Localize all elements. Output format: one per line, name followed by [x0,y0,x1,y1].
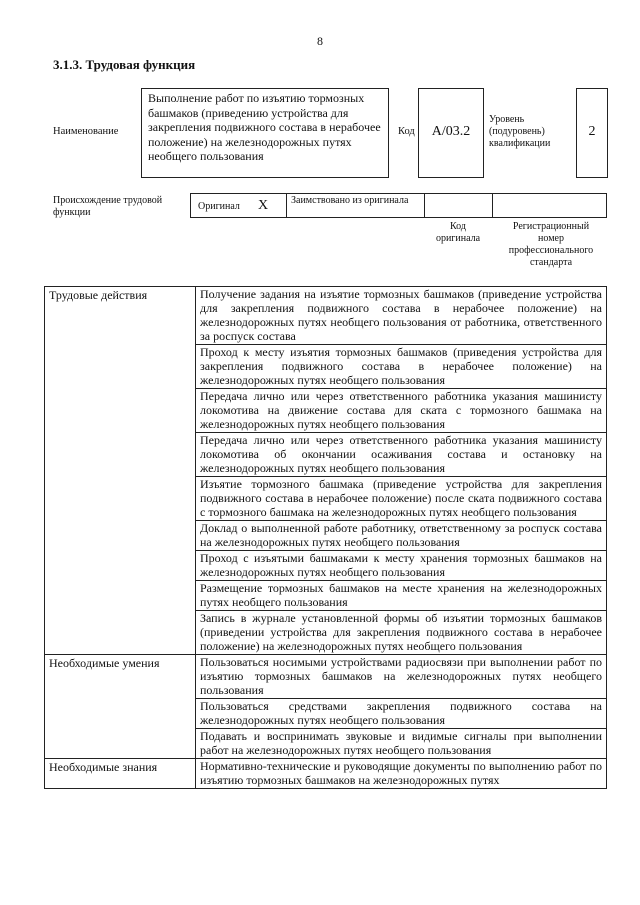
item-cell: Нормативно-технические и руководящие документы по выполнению работ по изъятию тормозных башмаков на железнодорожных путях [196,759,607,789]
borrowed-label: Заимствовано из оригинала [291,195,409,206]
origin-row [190,193,607,218]
item-cell: Пользоваться носимыми устройствами радиосвязи при выполнении работ по изъятию тормозных башмаков на железнодорожных путях необщего пользования [196,655,607,699]
original-label: Оригинал [198,201,240,212]
item-cell: Запись в журнале установленной формы об изъятии тормозных башмаков (приведении устройства для закрепления подвижного состава в нерабочее положение) на железнодорожных путях необщего пользования [196,611,607,655]
function-details-table [44,286,607,789]
item-cell: Проход с изъятыми башмаками к месту хранения тормозных башмаков на железнодорожных путях необщего пользования [196,551,607,581]
table-row [45,655,607,699]
item-cell: Пользоваться средствами закрепления подвижного состава на железнодорожных путях необщего пользования [196,699,607,729]
divider [492,194,493,217]
reg-number-label: Регистрационный номер профессионального стандарта [508,221,594,268]
item-cell: Доклад о выполненной работе работнику, ответственному за роспуск состава на железнодорожных путях необщего пользования [196,521,607,551]
original-mark: Х [258,198,269,213]
item-cell: Подавать и воспринимать звуковые и видимые сигналы при выполнении работ на железнодорожных путях необщего пользования [196,729,607,759]
function-name-value: Выполнение работ по изъятию тормозных башмаков (приведению устройства для закрепления подвижного состава в нерабочее положение) на железнодорожных путях необщего пользования [141,88,389,178]
category-cell: Необходимые умения [45,655,196,759]
code-original-label: Код оригинала [435,221,481,244]
category-cell: Необходимые знания [45,759,196,789]
code-value: А/03.2 [431,124,471,139]
page-number: 8 [317,34,323,48]
table-row [45,759,607,789]
code-label: Код [398,126,415,137]
code-cell [418,88,484,178]
item-cell: Размещение тормозных башмаков на месте хранения на железнодорожных путях необщего пользования [196,581,607,611]
item-cell: Передача лично или через ответственного работника указания машинисту локомотива на движение состава для ската с тормозного башмака на железнодорожных путях необщего пользования [196,389,607,433]
item-cell: Изъятие тормозного башмака (приведение устройства для закрепления подвижного состава в нерабочее положение) после ската подвижного состава с тормозного башмака на железнодорожных путях необщего пользования [196,477,607,521]
level-label: Уровень (подуровень) квалификации [489,114,551,149]
item-cell: Получение задания на изъятие тормозных башмаков (приведение устройства для закрепления подвижного состава в нерабочее положение) на железнодорожных путях необщего пользования от работника, ответственного за роспуск состава [196,287,607,345]
level-cell [576,88,608,178]
table-row [45,287,607,345]
item-cell: Проход к месту изъятия тормозных башмаков (приведения устройства для закрепления подвижного состава в нерабочее положение) на железнодорожных путях необщего пользования [196,345,607,389]
category-cell: Трудовые действия [45,287,196,655]
level-value: 2 [588,124,596,139]
divider [286,194,287,217]
origin-label: Происхождение трудовой функции [53,195,163,218]
name-label: Наименование [53,126,119,137]
item-cell: Передача лично или через ответственного работника указания машинисту локомотива об окончании осаживания состава и остановку на железнодорожных путях необщего пользования [196,433,607,477]
divider [424,194,425,217]
section-title: 3.1.3. Трудовая функция [53,57,196,72]
